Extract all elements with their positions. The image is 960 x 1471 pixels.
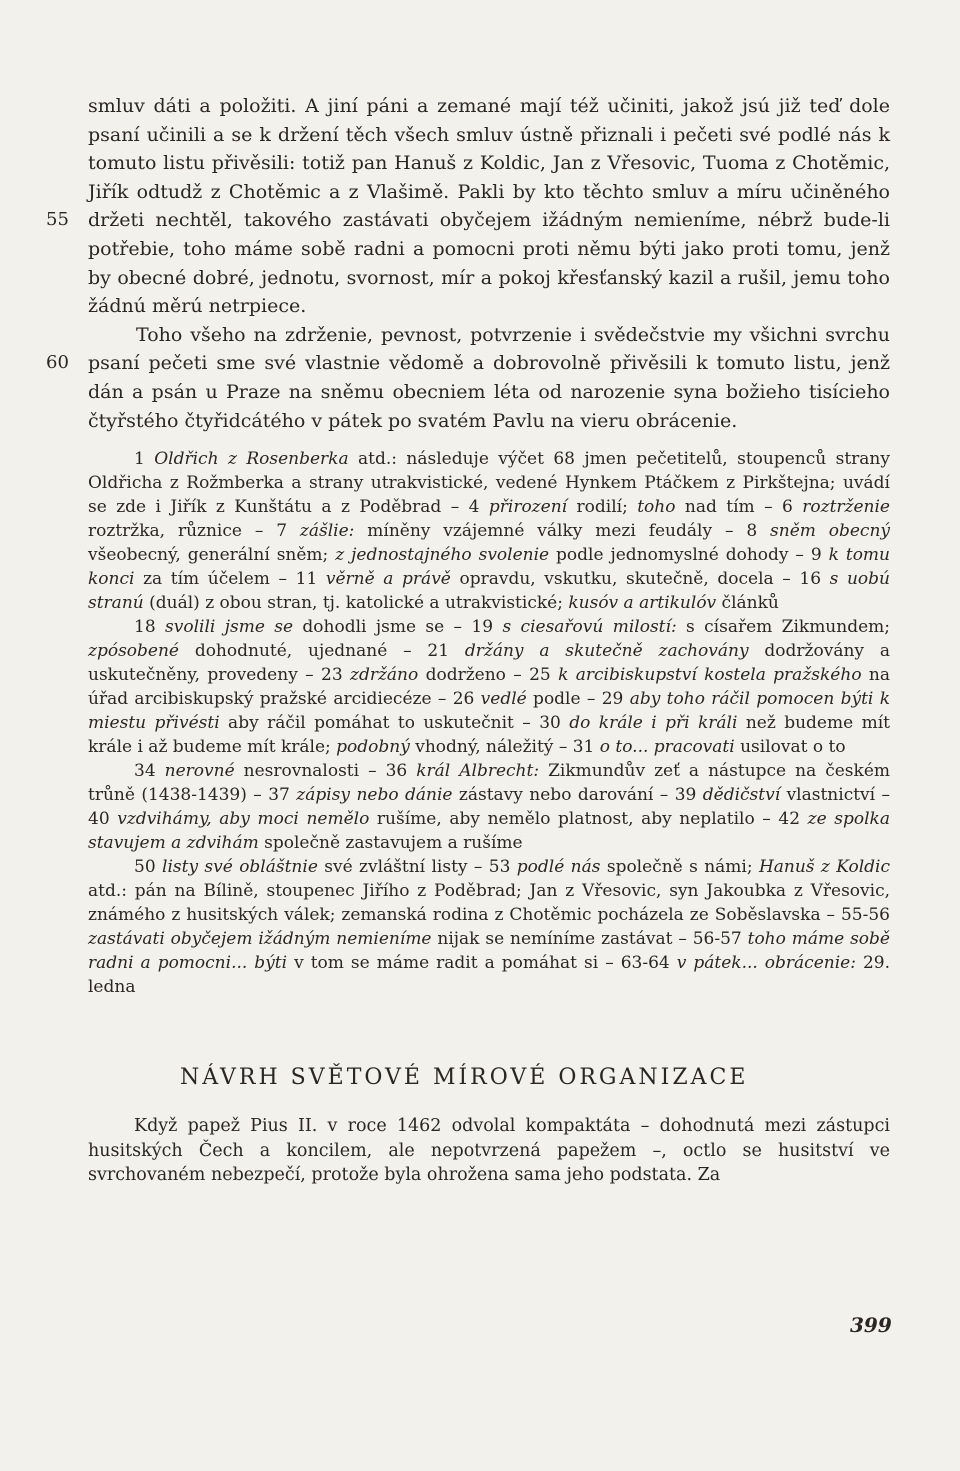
note-text: nad tím – 6 <box>675 497 803 518</box>
note-text: za tím účelem – 11 <box>134 569 326 590</box>
note-lemma: aby toho ráčil pomocen býti k miestu přivésti <box>88 689 891 734</box>
note-lemma: z jednostajného svolenie <box>335 545 550 566</box>
note-text: než budeme mít krále i až budeme mít krále; <box>88 713 890 758</box>
note-text: dohodli jsme se – 19 <box>293 617 503 638</box>
note-text: 34 <box>134 761 165 782</box>
note-text: nijak se nemíníme zastávat – 56-57 <box>431 929 748 950</box>
main-paragraph-2: Toho všeho na zdrženie, pevnost, potvrzenie i svědečstvie my všichni svrchu psaní pečeti sme své vlastnie vědomě a dobrovolně přivěsili k tomuto listu, jenž dán a psán u Praze na sněmu obecniem léta od narozenie syna božieho tisícieho čtyřstého čtyřidcátého v pátek po svatém Pavlu na vieru obrácenie. <box>88 323 890 432</box>
note-text: dohodnuté, ujednané – 21 <box>179 641 465 662</box>
note-text: usilovat o to <box>734 737 846 758</box>
note-text: 18 <box>134 617 166 638</box>
note-text: článků <box>716 593 779 614</box>
note-paragraph-4 <box>88 855 890 999</box>
note-lemma: ze spolka stavujem a zdvihám <box>88 809 890 854</box>
note-lemma: roztrženie <box>802 497 890 518</box>
note-lemma: Oldřich z Rosenberka <box>154 449 349 470</box>
note-lemma: svolili jsme se <box>165 617 294 638</box>
note-lemma: listy své obláštnie <box>162 857 318 878</box>
note-text: aby ráčil pomáhat to uskutečnit – 30 <box>219 713 570 734</box>
note-text: všeobecný, generální sněm; <box>88 545 336 566</box>
note-text: 50 <box>134 857 163 878</box>
note-lemma: nerovné <box>164 761 235 782</box>
note-lemma: do krále i při králi <box>569 713 738 734</box>
line-number-55: 55 <box>46 209 69 230</box>
page-number: 399 <box>850 1313 892 1337</box>
note-text: společně zastavujem a rušíme <box>258 833 523 854</box>
note-lemma: držány a skutečně zachovány <box>464 641 749 662</box>
note-text: rodilí; <box>567 497 638 518</box>
note-lemma: s ciesařovú milostí: <box>502 617 677 638</box>
note-text: Zikmundův zeť a nástupce na českém trůně (1438-1439) – 37 <box>88 761 890 806</box>
note-text: 29. ledna <box>88 953 890 998</box>
note-lemma: podlé nás <box>516 857 601 878</box>
main-text <box>88 92 890 435</box>
note-lemma: k arcibiskupství kostela pražského <box>558 665 862 686</box>
page-content <box>88 92 890 1188</box>
note-lemma: toho máme sobě radni a pomocni... býti <box>88 929 890 974</box>
note-text: společně s námi; <box>600 857 759 878</box>
footnotes <box>88 447 890 999</box>
note-text: podle – 29 <box>526 689 630 710</box>
note-lemma: zdržáno <box>349 665 419 686</box>
note-text: míněny vzájemné války mezi feudály – 8 <box>354 521 771 542</box>
section-body <box>88 1114 890 1188</box>
note-text: na úřad arcibiskupský pražské arcidiecéze – 26 <box>88 665 890 710</box>
note-lemma: k tomu konci <box>88 545 890 590</box>
note-paragraph-2 <box>88 615 890 759</box>
note-lemma: sněm obecný <box>770 521 890 542</box>
note-text: zástavy nebo darování – 39 <box>452 785 703 806</box>
note-paragraph-1 <box>88 447 890 615</box>
note-text: s císařem Zikmundem; <box>676 617 890 638</box>
note-text: dodrženo – 25 <box>418 665 559 686</box>
note-lemma: dědičství <box>702 785 781 806</box>
note-text: nesrovnalosti – 36 <box>234 761 417 782</box>
note-lemma: v pátek... obrácenie: <box>676 953 856 974</box>
note-paragraph-3 <box>88 759 890 855</box>
note-text: atd.: následuje výčet 68 jmen pečetitelů, stoupenců strany Oldřicha z Rožmberka a strany utrakvistické, vedené Hynkem Ptáčkem z Pirkštejna; uvádí se zde i Jiřík z Kunštátu a z Poděbrad – 4 <box>88 449 890 518</box>
note-lemma: zápisy nebo dánie <box>296 785 453 806</box>
note-text: (duál) z obou stran, tj. katolické a utrakvistické; <box>143 593 569 614</box>
note-text: vlastnictví – 40 <box>88 785 891 830</box>
note-lemma: toho <box>637 497 676 518</box>
note-text: své zvláštní listy – 53 <box>317 857 517 878</box>
note-lemma: s uobú stranú <box>88 569 890 614</box>
note-lemma: vedlé <box>480 689 527 710</box>
section-title: NÁVRH SVĚTOVÉ MÍROVÉ ORGANIZACE <box>180 1065 749 1091</box>
note-lemma: zášlie: <box>299 521 355 542</box>
note-text: opravdu, vskutku, skutečně, docela – 16 <box>450 569 830 590</box>
note-lemma: Hanuš z Koldic <box>758 857 890 878</box>
main-paragraph-1: smluv dáti a položiti. A jiní páni a zemané mají též učiniti, jakož jsú již teď dole psaní učinili a se k držení těch všech smluv ústně přiznali i pečeti své podlé nás k tomuto listu přivěsili: totiž pan Hanuš z Koldic, Jan z Vřesovic, Tuoma z Chotěmic, Jiřík odtudž z Chotěmic a z Vlašimě. Pakli by kto těchto smluv a míru učiněného držeti nechtěl, takového zastávati obyčejem ižádným nemieníme, nébrž bude-li potřebie, toho máme sobě radni a pomocni proti němu býti jako proti tomu, jenž by obecné dobré, jednotu, svornost, mír a pokoj křesťanský kazil a rušil, jemu toho žádnú měrú netrpiece. <box>88 95 890 318</box>
note-lemma: věrně a právě <box>325 569 451 590</box>
note-lemma: přirození <box>488 497 568 518</box>
note-text: roztržka, různice – 7 <box>88 521 300 542</box>
section-paragraph: Když papež Pius II. v roce 1462 odvolal kompaktáta – dohodnutá mezi zástupci husitských Čech a koncilem, ale nepotvrzená papežem –, octlo se husitství ve svrchovaném nebezpečí, protože byla ohrožena sama jeho podstata. Za <box>88 1116 890 1186</box>
note-text: dodržovány a uskutečněny, provedeny – 23 <box>88 641 890 686</box>
note-text: podle jednomyslné dohody – 9 <box>549 545 829 566</box>
note-lemma: zastávati obyčejem ižádným nemieníme <box>88 929 432 950</box>
note-lemma: zpósobené <box>88 641 179 662</box>
note-lemma: vzdvihámy, aby moci nemělo <box>117 809 370 830</box>
note-lemma: král Albrecht: <box>416 761 540 782</box>
note-lemma: kusóv a artikulóv <box>568 593 717 614</box>
note-lemma: o to... pracovati <box>599 737 735 758</box>
note-lemma: podobný <box>336 737 410 758</box>
note-text: vhodný, náležitý – 31 <box>409 737 600 758</box>
note-text: v tom se máme radit a pomáhat si – 63-64 <box>287 953 677 974</box>
note-text: atd.: pán na Bílině, stoupenec Jiřího z Poděbrad; Jan z Vřesovic, syn Jakoubka z Vřesovic, známého z husitských válek; zemanská rodina z Chotěmic pocházela ze Soběslavska – 55-56 <box>88 881 890 926</box>
note-text: rušíme, aby nemělo platnost, aby neplatilo – 42 <box>369 809 808 830</box>
line-number-60: 60 <box>46 352 69 373</box>
note-text: 1 <box>134 449 155 470</box>
